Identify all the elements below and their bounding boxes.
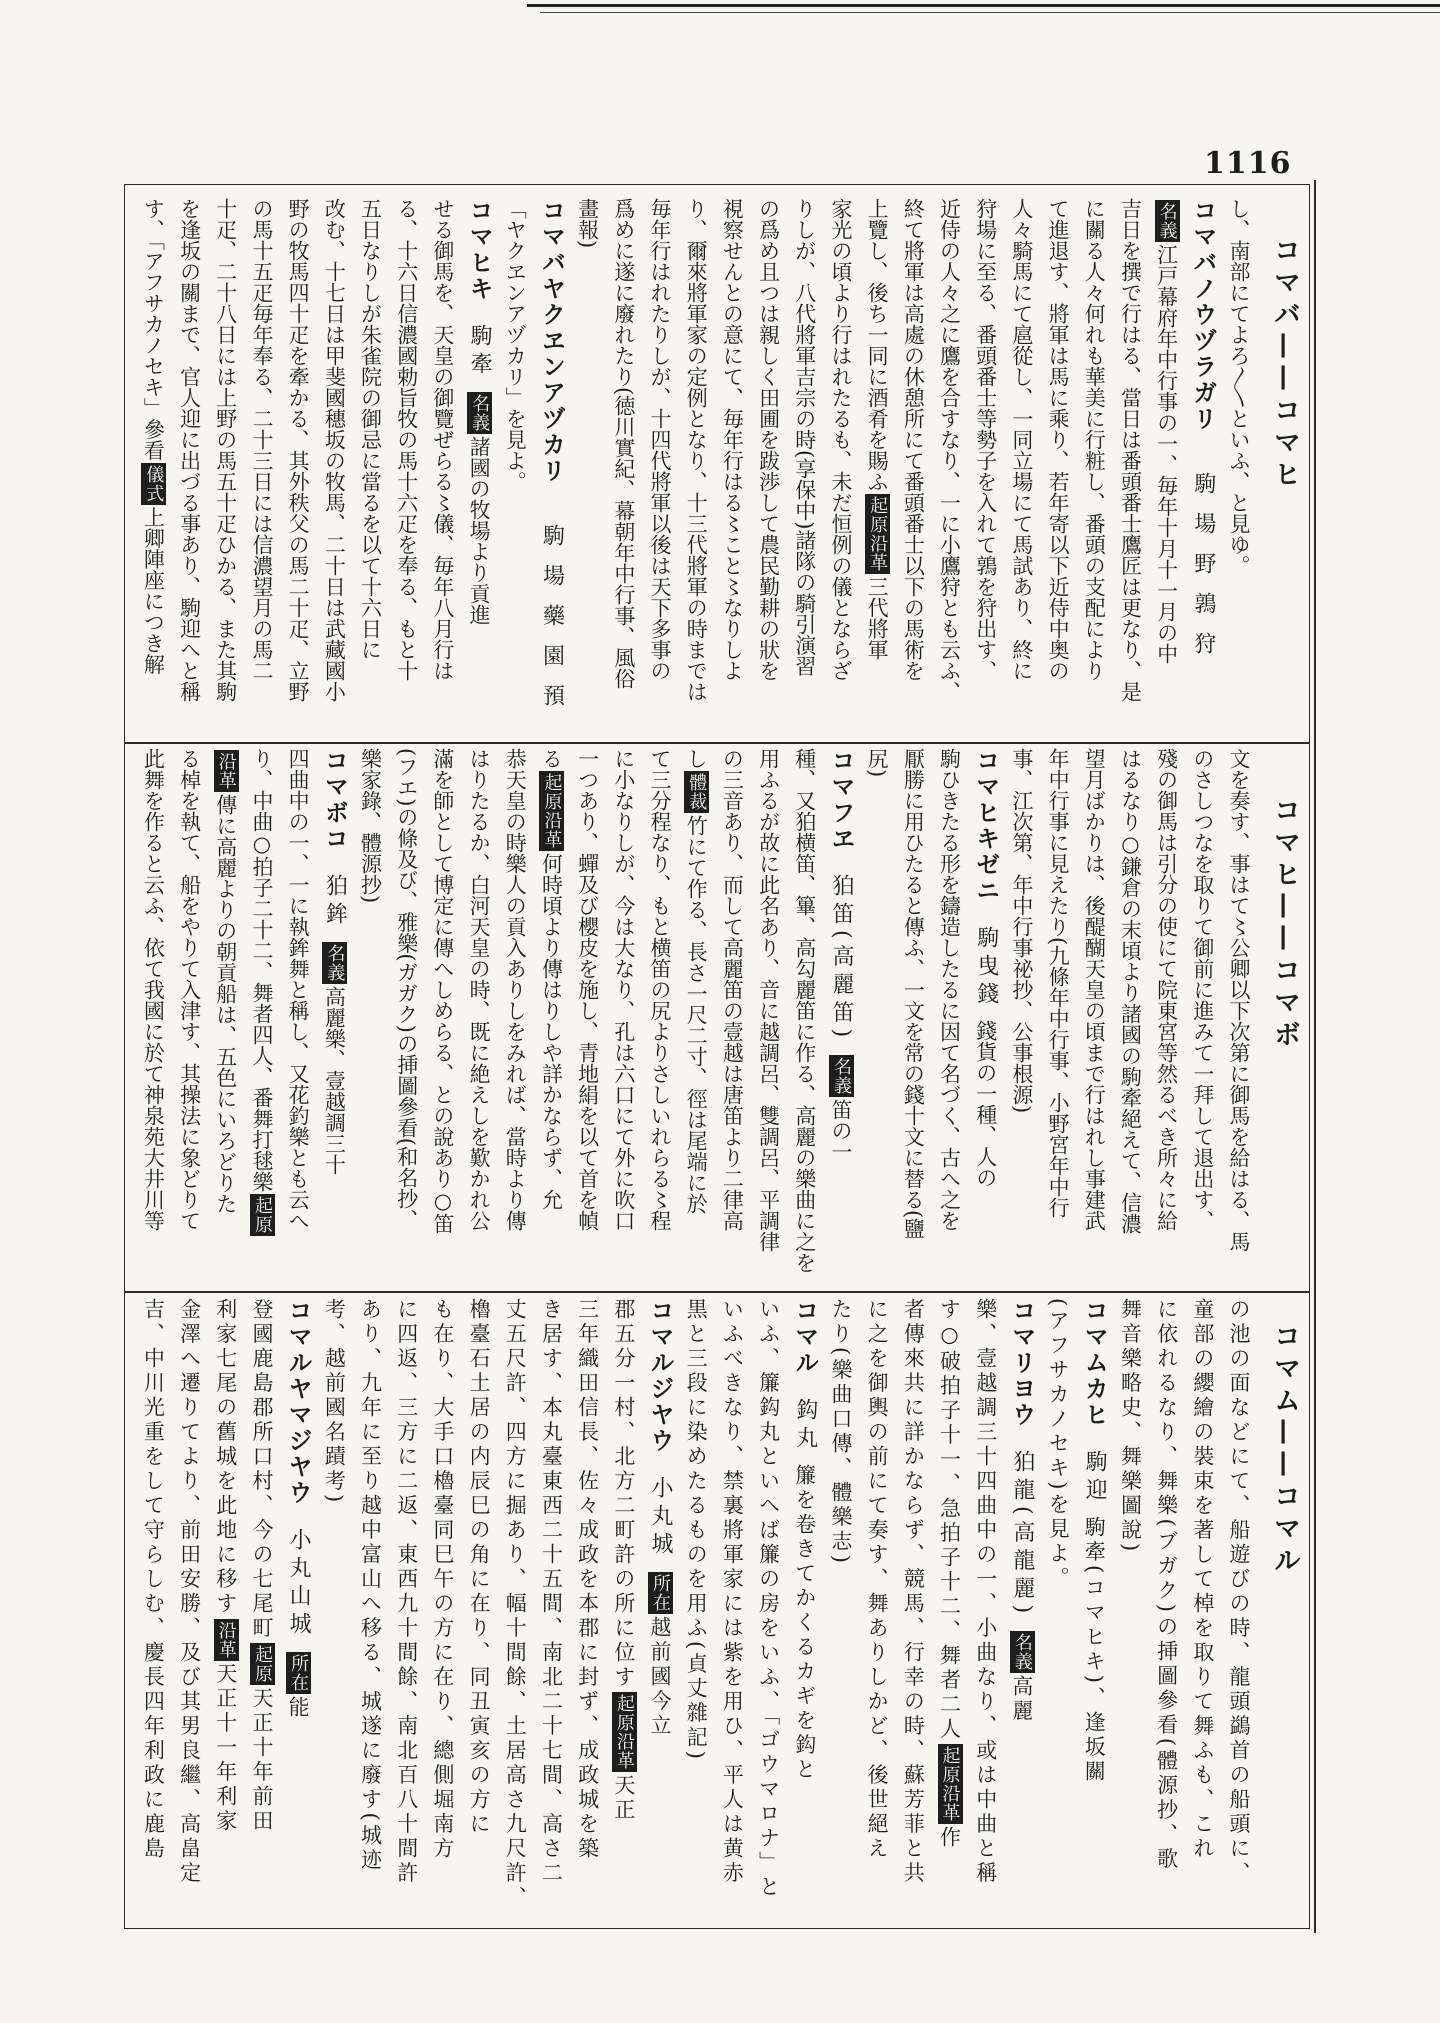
body-text: たり(樂曲口傳、體樂志) [828,1298,853,1567]
text-column [569,748,605,1286]
body-text: も在り、大手口櫓臺同巳午の方に在り、總側堀南方 [430,1298,455,1862]
section-label: 起原 [251,1196,273,1234]
text-column [931,1298,967,1924]
body-text: あり、九年に至り越中富山へ移る、城遂に廢す(城迹 [358,1298,383,1874]
body-text: 能 [286,1696,311,1721]
body-text: 視察せんとの意にて、毎年行はる〻こと〻なりしよ [720,198,745,681]
text-column [859,748,895,1286]
section-label: 所在 [650,1574,671,1612]
text-column [787,748,823,1286]
headword: コマボコ [320,748,350,852]
text-column [316,1298,352,1924]
body-text: 上卿陣座につき解 [141,506,166,675]
text-column [714,1298,750,1924]
headword-kanji: 狛笛(高麗笛) [828,874,854,1044]
text-column [1040,1298,1076,1924]
text-column [389,748,425,1286]
text-column [280,748,316,1286]
text-column [461,198,497,738]
text-column [787,198,823,738]
text-column [1185,748,1221,1286]
body-text: 駒ひきたる形を鑄造したるに因て名づく、古へ之を [937,748,962,1231]
text-column [1148,1298,1184,1924]
headword: コマバヤクヱンアヅカリ [537,198,567,484]
body-text: 人々騎馬にて扈從し、一同立場にて馬試あり、終に [1009,198,1034,681]
text-column [280,1298,316,1924]
text-column [968,748,1004,1286]
text-column [1112,1298,1148,1924]
body-text: 上覽し、後ち一同に酒肴を賜ふ [865,198,890,492]
text-column [1185,198,1221,738]
text-column [1076,748,1112,1286]
text-column [316,748,352,1286]
body-text: 十疋、二十八日には上野の馬五十疋ひかる、また其駒 [213,198,238,702]
text-column [316,198,352,738]
body-text: す○破拍子十一、急拍子十二、舞者二人 [937,1298,962,1742]
body-text: 竹にて作る、長さ一尺二寸、徑は尾端に於 [684,815,709,1214]
text-column [750,198,786,738]
text-column [1221,748,1257,1286]
body-text: 「ヤクヱンアヅカリ」を見よ。 [503,198,528,492]
text-column [135,1298,171,1924]
text-column [606,1298,642,1924]
body-text: 金澤へ遷りてより、前田安勝、及び其男良繼、高畠定 [177,1298,202,1886]
text-column [497,1298,533,1924]
body-text: 櫓臺石土居の内辰巳の角に在り、同丑寅亥の方に [467,1298,492,1837]
text-column [1004,198,1040,738]
body-text: 高麗 [1009,1675,1034,1725]
text-column [208,198,244,738]
body-text: 畫報) [575,198,600,249]
running-header: コマム——コマル [1269,1322,1300,1578]
body-text: す、「アフサカノセキ」參看 [141,198,166,461]
body-text: いふべきなり、禁裏將軍家には紫を用ひ、平人は黄赤 [720,1298,745,1886]
body-text: 家光の頃より行はれたるも、未だ恒例の儀とならざ [828,198,853,681]
page-number: 1116 [1204,146,1292,181]
body-text: 舞音樂略史、舞樂圖說) [1118,1298,1143,1555]
text-column [533,1298,569,1924]
text-column [171,1298,207,1924]
text-column [606,748,642,1286]
headword: コマヒキ [465,198,495,302]
section-label: 起原沿革 [867,496,889,572]
body-text: 天正十年前田 [249,1687,274,1834]
section-label: 名義 [324,944,346,982]
body-text: に小なりしが、今は大なり、孔は六口にて外に吹口 [611,748,636,1231]
text-column [1185,1298,1221,1924]
body-text: (フエ)の條及び、雅樂(ガガク)の挿圖參看(和名抄、 [394,748,419,1230]
section-label: 起原沿革 [939,1746,961,1822]
body-text: 童部の纓繪の裝束を著して棹を取りて舞ふも、これ [1190,1298,1215,1862]
text-column [642,748,678,1286]
headword-kanji: 狛龍(高龍麗) [1009,1450,1035,1620]
body-text: 三年織田信長、佐々成政を本郡に封ず、成政城を築 [575,1298,600,1862]
body-text: 四曲中の一、一に執鉾舞と稱し、又花釣樂とも云へ [286,748,311,1231]
section-label: 所在 [288,1654,310,1692]
body-text: 黒と三段に染めたるものを用ふ(貞丈雜記) [684,1298,709,1763]
text-column [968,198,1004,738]
body-text: 登國鹿島郡所口村、今の七尾町 [249,1298,274,1641]
body-text: 駒牽(コマヒキ)、逢坂關 [1082,1516,1107,1785]
text-column [931,748,967,1286]
body-text: 一つあり、蟬及び櫻皮を施し、青地絹を以て首を幀 [575,748,600,1231]
section-label: 起原沿革 [613,1694,635,1770]
body-text: 諸國の牧場より貢進 [467,436,492,625]
body-text: 錢貨の一種、人の [973,1020,998,1188]
headword-kanji: 駒迎 [1082,1450,1108,1506]
text-column [859,198,895,738]
running-header: コマヒ——コマボ [1269,796,1300,1052]
body-text: 吉、中川光重をして守らしむ、慶長四年利政に鹿島 [141,1298,166,1862]
body-text: 郡五分一村、北方二町許の所に位す [611,1298,636,1690]
text-column [569,1298,605,1924]
text-column [642,198,678,738]
body-text: を逢坂の關まで、官人迎に出づる事あり、駒迎へと稱 [177,198,202,702]
body-text: いふ、簾鈎丸といへば簾の房をいふ、「ゴウマロナ」と [756,1298,781,1900]
body-text: 改む、十七日は甲斐國穗坂の牧馬、二十日は武藏國小 [322,198,347,702]
text-column [425,748,461,1286]
text-column [533,748,569,1286]
text-column [895,198,931,738]
headword: コマル [790,1298,820,1376]
section-label: 沿革 [215,752,237,790]
body-text: 年中行事に見えたり(九條年中行事、小野宮年中行 [1046,748,1071,1219]
body-text: 望月ばかりは、後醍醐天皇の頃まで行はれし事建武 [1082,748,1107,1231]
text-column [1040,198,1076,738]
section-label: 起原 [251,1645,273,1683]
headword-kanji: 鈎丸 [792,1398,818,1454]
body-text: 殘の御馬は引分の使にて院東宮等然るべき所々に給 [1154,748,1179,1231]
headword: コマリヨウ [1007,1298,1037,1428]
body-text: 天正 [611,1774,636,1823]
text-column [714,198,750,738]
body-text: 考、越前國名蹟考) [322,1298,347,1506]
text-column [389,1298,425,1924]
text-column [678,748,714,1286]
body-text: 狩場に至る、番頭番士等勢子を入れて鶉を狩出す、 [973,198,998,681]
text-column [497,198,533,738]
body-text: はりたるか、白河天皇の時、既に絶えしを歎かれ公 [467,748,492,1231]
text-column [1004,1298,1040,1924]
body-text: 利家七尾の舊城を此地に移す [213,1298,238,1617]
body-text: き居す、本丸臺東西二十五間、南北二十七間、高さ二 [539,1298,564,1886]
text-column [352,198,388,738]
text-column [1040,748,1076,1286]
section-label: 儀式 [143,464,165,503]
running-header: コマバ——コマヒ [1269,236,1300,492]
text-column [389,198,425,738]
section-label: 沿革 [215,1620,237,1659]
text-column [1221,198,1257,738]
text-column [171,198,207,738]
text-column [135,748,171,1286]
body-text: る、十六日信濃國勅旨牧の馬十六疋を奉る、もと十 [394,198,419,681]
text-column [642,1298,678,1924]
body-text: 終て將軍は高處の休憩所にて番頭番士以下の馬術を [901,198,926,681]
body-text: 江戸幕府年中行事の一、毎年十月十一月の中 [1154,244,1179,664]
text-column [171,748,207,1286]
text-column [208,748,244,1286]
text-column [569,198,605,738]
headword: コマヒキゼニ [971,748,1001,904]
body-text: の爲め且つは親しく田圃を跋渉して農民勤耕の狀を [756,198,781,681]
body-text: 此舞を作ると云ふ、依て我國に於て神泉苑大井川等 [141,748,166,1231]
text-column [1004,748,1040,1286]
text-column [787,1298,823,1924]
text-column [1148,748,1184,1286]
text-column [859,1298,895,1924]
body-text: に依れるなり、舞樂(ブガク)の挿圖參看(體源抄、歌 [1154,1298,1179,1873]
text-column [823,748,859,1286]
text-column [497,748,533,1286]
body-text: る棹を執て、船をやりて入津す、其操法に象どりて [177,748,202,1231]
text-column [280,198,316,738]
body-text: 樂家錄、體源抄) [358,748,383,904]
text-column [208,1298,244,1924]
text-column [1148,198,1184,738]
body-text: 爲めに遂に廢れたり(徳川實紀、幕朝年中行事、風俗 [611,198,636,690]
section-label: 名義 [1011,1633,1033,1672]
text-column [678,1298,714,1924]
text-column [461,748,497,1286]
text-column [425,198,461,738]
body-text: に關る人々何れも華美に行粧し、番頭の支配により [1082,198,1107,681]
body-text: 恭天皇の時樂人の貢入ありしをみれば、當時より傳 [503,748,528,1231]
body-text: し、南部にてよろ〳〵といふ、と見ゆ。 [1227,198,1251,576]
body-text: 傳に高麗よりの朝貢船は、五色にいろどりた [213,794,238,1214]
body-text: 滿を師として博定に傳へしめらる、との說あり○笛 [430,748,455,1234]
top-rule [527,4,1440,7]
text-column [714,748,750,1286]
body-text: て進退す、將軍は馬に乘り、若年寄以下近侍中奥の [1046,198,1071,681]
body-text: 高麗樂、壹越調三十 [322,986,347,1175]
body-text: 樂、壹越調三十四曲中の一、小曲なり、或は中曲と稱 [973,1298,998,1886]
body-text: り、中曲○拍子二十二、舞者四人、番舞打毬樂 [249,748,274,1192]
body-text: 三代將軍 [865,576,890,660]
headword-kanji: 小丸山城 [286,1528,312,1640]
section-label: 名義 [469,394,491,432]
body-text: に之を御輿の前にて奏す、舞ありしかど、後世絕え [865,1298,890,1862]
body-text: 簾を卷きてかくるカギを鈎と [792,1464,817,1783]
body-text: 文を奏す、事はて〻公卿以下次第に御馬を給はる、馬 [1227,748,1251,1252]
section-label: 名義 [830,1057,852,1096]
tier-divider [124,1291,1310,1293]
body-text: の馬十五疋毎年奉る、二十三日には信濃望月の馬二 [249,198,274,681]
body-text: 近侍の人々之に鷹を合すなり、一に小鷹狩とも云ふ、 [937,198,962,702]
body-text: 者傳來共に詳かならず、競馬、行幸の時、蘇芳菲と共 [901,1298,926,1886]
text-column [135,198,171,738]
body-text: 何時頃より傳はりしや詳かならず、允 [539,853,564,1210]
body-text: 厭勝に用ひたると傳ふ、一文を常の錢十文に替る(鹽 [901,748,926,1240]
body-text: 事、江次第、年中行事祕抄、公事根源) [1009,748,1034,1114]
text-column [968,1298,1004,1924]
text-column [244,748,280,1286]
body-text: 作 [937,1826,962,1851]
text-column [1112,198,1148,738]
text-column [1221,1298,1257,1924]
text-column [533,198,569,738]
tier-upper [134,198,1257,738]
body-text: 尻) [865,748,890,778]
body-text: 野の牧馬四十疋を牽かる、其外秩父の馬二十疋、立野 [286,198,311,702]
body-text: 越前國今立 [648,1616,672,1739]
headword-kanji: 小丸城 [648,1476,673,1560]
section-label: 起原沿革 [541,773,563,849]
page-frame-outer-rule [1314,180,1316,1933]
text-column [244,198,280,738]
text-column [750,748,786,1286]
text-column [425,1298,461,1924]
text-column [678,198,714,738]
body-text: 毎年行はれたりしが、十四代將軍以後は天下多事の [648,198,672,681]
headword: コマムカヒ [1080,1298,1110,1428]
body-text: る [539,748,564,769]
section-label: 名義 [1156,202,1178,240]
text-column [823,1298,859,1924]
headword-kanji: 狛鉾 [322,874,348,930]
headword: コマフヱ [826,748,856,852]
text-column [244,1298,280,1924]
text-column [352,1298,388,1924]
text-column [352,748,388,1286]
headword-kanji: 駒牽 [467,324,493,380]
body-text: 笛の一 [828,1099,853,1163]
headword: コマバノウヅラガリ [1188,198,1218,432]
text-column [895,1298,931,1924]
tier-divider [124,742,1310,744]
body-text: に四返、三方に二返、東西九十間餘、南北百八十間許 [394,1298,419,1886]
body-text: て三分程なり、もと横笛の尻よりさしいれらる〻程 [648,748,672,1231]
text-column [1112,748,1148,1286]
body-text: 用ふるが故に此名あり、音に越調呂、雙調呂、平調律 [756,748,781,1252]
text-column [1076,1298,1112,1924]
top-rule-thin [540,12,1440,13]
body-text: 五日なりしが朱雀院の御忌に當るを以て十六日に [358,198,383,660]
tier-middle [134,748,1257,1286]
body-text: 天正十一年利家 [213,1662,238,1834]
headword: コマルジヤウ [646,1298,675,1454]
text-column [823,198,859,738]
headword-kanji: 駒曳錢 [973,926,999,1010]
headword: コマルヤマジヤウ [284,1298,314,1506]
body-text: の池の面などにて、船遊びの時、龍頭鷁首の船頭に、 [1227,1298,1251,1886]
text-column [895,748,931,1286]
body-text: のさしつなを取りて御前に進みて一拜して退出す、 [1190,748,1215,1231]
body-text: し [684,748,709,769]
headword-kanji: 駒場藥園預 [539,524,565,724]
section-label: 體裁 [686,773,708,811]
text-column [606,198,642,738]
body-text: の三音あり、而して高麗笛の壹越は唐笛より二律高 [720,748,745,1231]
body-text: (アフサカノセキ)を見よ。 [1046,1298,1071,1591]
body-text: 種、又狛横笛、篳、高勾麗笛に作る、高麗の樂曲に之を [792,748,817,1273]
text-column [931,198,967,738]
body-text: せる御馬を、天皇の御覽ぜらる〻儀、毎年八月行は [430,198,455,681]
text-column [750,1298,786,1924]
text-column [461,1298,497,1924]
body-text: はるなり○鎌倉の末頃より諸國の駒牽絕えて、信濃 [1118,748,1143,1234]
headword-kanji: 駒場野鶉狩 [1190,472,1216,672]
body-text: 丈五尺許、四方に掘あり、幅十間餘、土居高さ九尺許、 [503,1298,528,1911]
tier-lower [134,1298,1257,1924]
body-text: りしが、八代將軍吉宗の時(享保中)諸隊の騎引演習 [792,198,817,677]
body-text: 吉日を撰で行はる、當日は番頭番士鷹匠は更なり、是 [1118,198,1143,702]
body-text: り、爾來將軍家の定例となり、十三代將軍の時までは [684,198,709,702]
text-column [1076,198,1112,738]
